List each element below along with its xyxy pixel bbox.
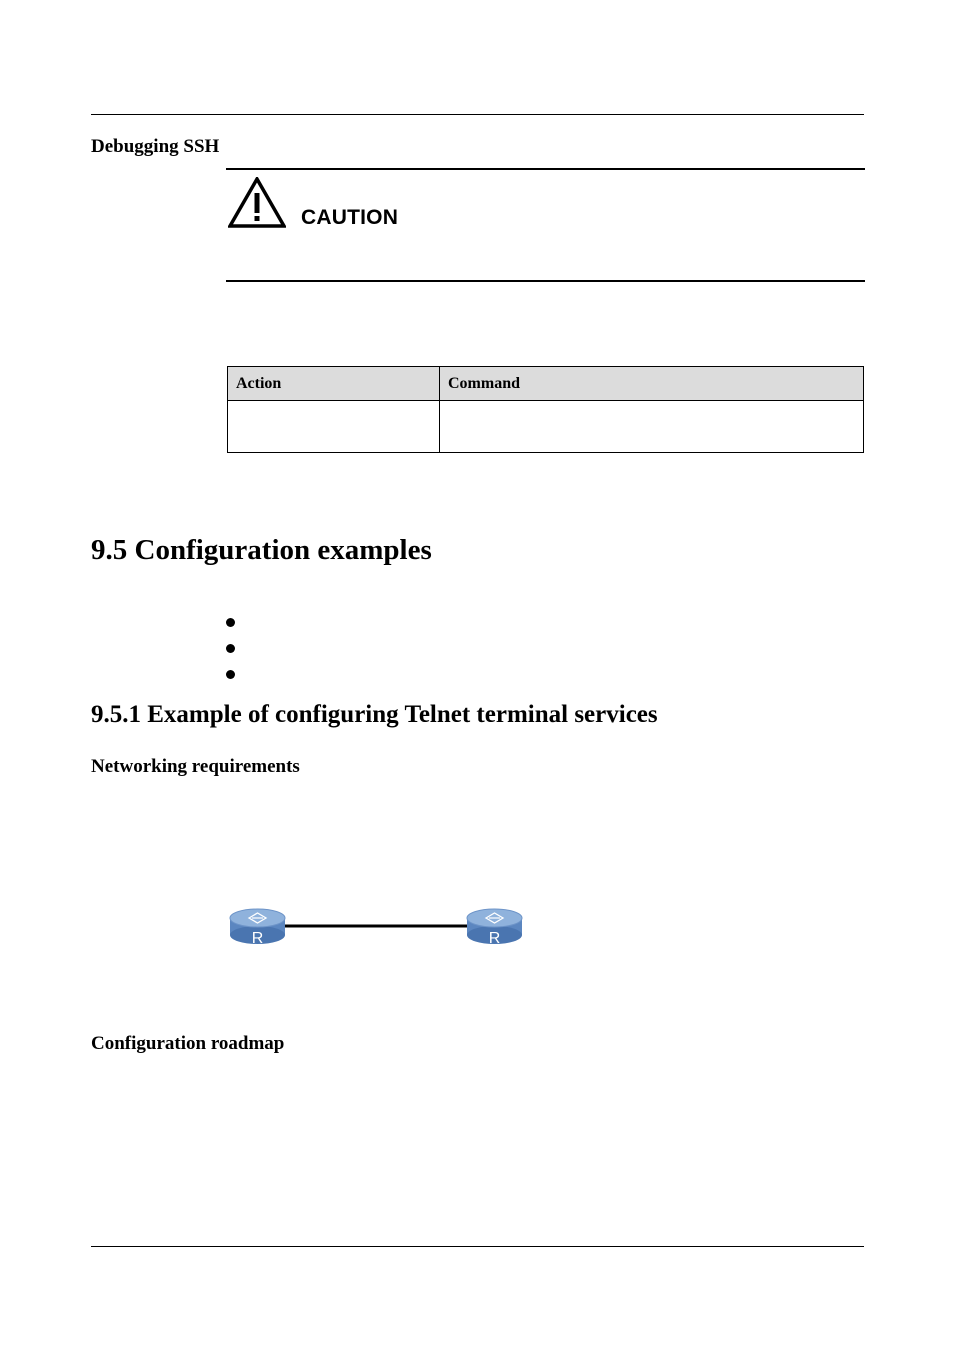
section-heading-configuration-examples: 9.5 Configuration examples (91, 534, 432, 566)
table-cell-action (228, 401, 440, 453)
caution-bottom-rule (226, 280, 865, 282)
footer-rule (91, 1246, 864, 1247)
caution-top-rule (226, 168, 865, 170)
column-header-command: Command (440, 367, 864, 401)
table-row (228, 401, 864, 453)
configuration-roadmap-heading: Configuration roadmap (91, 1033, 285, 1054)
caution-label: CAUTION (301, 206, 399, 229)
command-table (227, 366, 864, 453)
warning-triangle-icon (228, 177, 286, 229)
bullet-icon (226, 670, 235, 679)
column-header-action: Action (228, 367, 440, 401)
router-icon-left (230, 909, 285, 947)
router-label-left: R (251, 930, 264, 947)
network-diagram (225, 900, 530, 952)
networking-requirements-heading: Networking requirements (91, 756, 300, 777)
router-icon-right (467, 909, 522, 947)
table-header-row (228, 367, 864, 401)
debugging-ssh-heading: Debugging SSH (91, 136, 220, 157)
header-rule (91, 114, 864, 115)
bullet-icon (226, 618, 235, 627)
bullet-icon (226, 644, 235, 653)
table-cell-command (440, 401, 864, 453)
router-label-right: R (488, 930, 501, 947)
subsection-heading-telnet-example: 9.5.1 Example of configuring Telnet terminal services (91, 701, 658, 728)
